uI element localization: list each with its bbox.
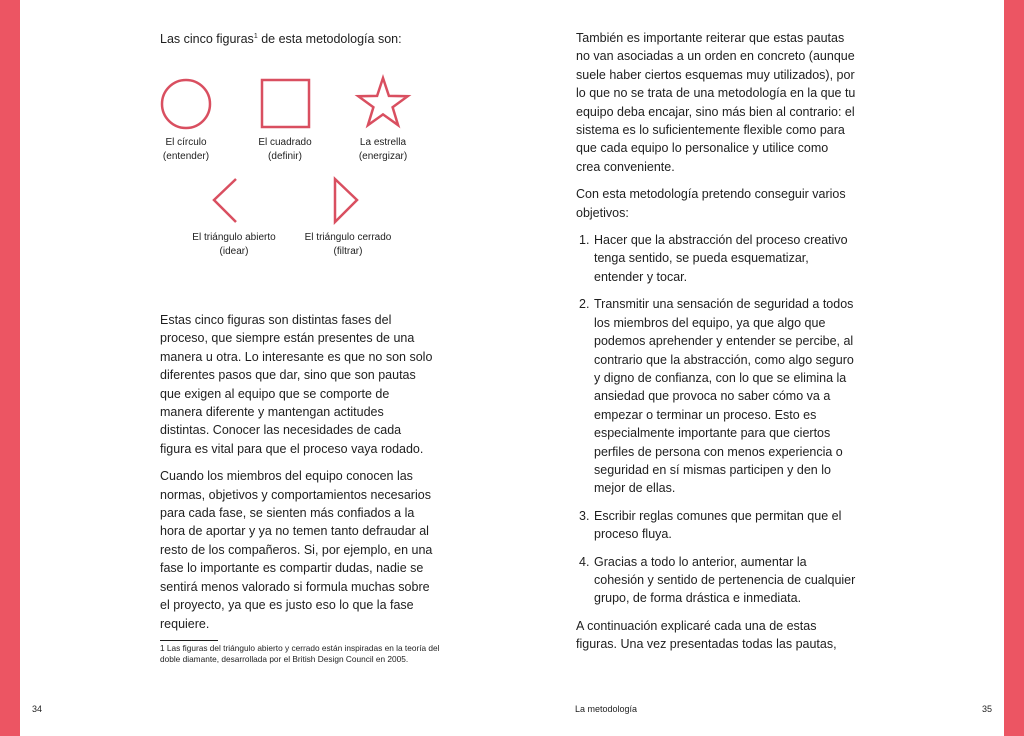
star-icon (358, 78, 407, 125)
shape-label-closed-triangle: El triángulo cerrado (filtrar) (304, 232, 392, 257)
paragraph: Estas cinco figuras son distintas fases del proceso, que siempre están presentes de una manera u otra. Lo interesante es que no son solo diferentes pasos que dar, sino que son pautas que exigen al equipo que se comporte de manera diferente y mantengan actitudes distintas. Conocer las necesidades de cada figura es vital para que el proceso vaya rodado. (160, 313, 433, 456)
list-item: 2. Transmitir una sensación de seguridad a todos los miembros del equipo, ya que algo que podemos aprehender y entender se percibe, al contrario que la abstracción, como algo seguro y digno de confianza, con lo que se elimina la ansiedad que provoca no saber cómo va a empezar o terminar un proceso. Esto es especialmente importante para que ciertos perfiles de persona con menos experiencia o seguridad en sí mismas participen y den lo mejor de ellas. (579, 297, 854, 496)
list-item: 3. Escribir reglas comunes que permitan que el proceso fluya. (579, 508, 842, 542)
right-page-edge (1004, 0, 1024, 736)
list-item: 4. Gracias a todo lo anterior, aumentar la cohesión y sentido de pertenencia de cualquier grupo, de forma drástica e inmediata. (579, 554, 856, 606)
running-head: La metodología (575, 704, 638, 714)
right-page (512, 0, 1004, 736)
shape-label-square: El cuadrado (definir) (258, 137, 312, 162)
paragraph: También es importante reiterar que estas pautas no van asociadas a un orden en concreto (aunque suele haber ciertos esquemas muy utilizados), por lo que no se trata de una metodología en la que tu equipo deba encajar, sino más bien al contrario: el sistema es lo suficientemente flexible como para que cada equipo lo personalice y utilice como crea conveniente. (576, 31, 856, 174)
shape-figures (20, 70, 512, 270)
left-body-text (160, 311, 435, 642)
left-page-edge (0, 0, 20, 736)
left-page (20, 0, 512, 736)
objectives-list (576, 231, 856, 608)
triangle-closed-icon (335, 179, 357, 222)
footnote-marker: 1 (253, 32, 258, 40)
page-number-right: 35 (981, 704, 992, 714)
page-number-left: 34 (32, 704, 43, 714)
footnote: 1 Las figuras del triángulo abierto y cerrado están inspiradas en la teoría del doble diamante, desarrollada por el British Design Council en 2005. (160, 643, 440, 664)
intro-text: Las cinco figuras$^1$ de esta metodología son: (160, 32, 402, 46)
shape-label-open-triangle: El triángulo abierto (idear) (192, 232, 276, 257)
paragraph: Cuando los miembros del equipo conocen las normas, objetivos y comportamientos necesarios para cada fase, se sienten más confiados a la hora de aportar y ya no temen tanto defraudar al resto de los compañeros. Si, por ejemplo, en una fase lo importante es compartir dudas, nadie se sentirá menos valorado si formula muchas sobre el proyecto, ya que es justo eso lo que la fase requiere. (160, 469, 433, 631)
square-icon (262, 80, 309, 127)
triangle-open-icon (214, 179, 236, 222)
shape-label-circle: El círculo (entender) (162, 137, 210, 162)
paragraph: Con esta metodología pretendo conseguir varios objetivos: (576, 187, 846, 220)
circle-icon (162, 80, 210, 128)
right-body-text (576, 29, 856, 663)
paragraph: A continuación explicaré cada una de estas figuras. Una vez presentadas todas las pautas, (576, 618, 837, 652)
shape-label-star: La estrella (energizar) (358, 137, 408, 162)
list-item: 1. Hacer que la abstracción del proceso creativo tenga sentido, se pueda esquematizar, entender y tocar. (579, 233, 848, 284)
footnote-divider (160, 640, 218, 641)
